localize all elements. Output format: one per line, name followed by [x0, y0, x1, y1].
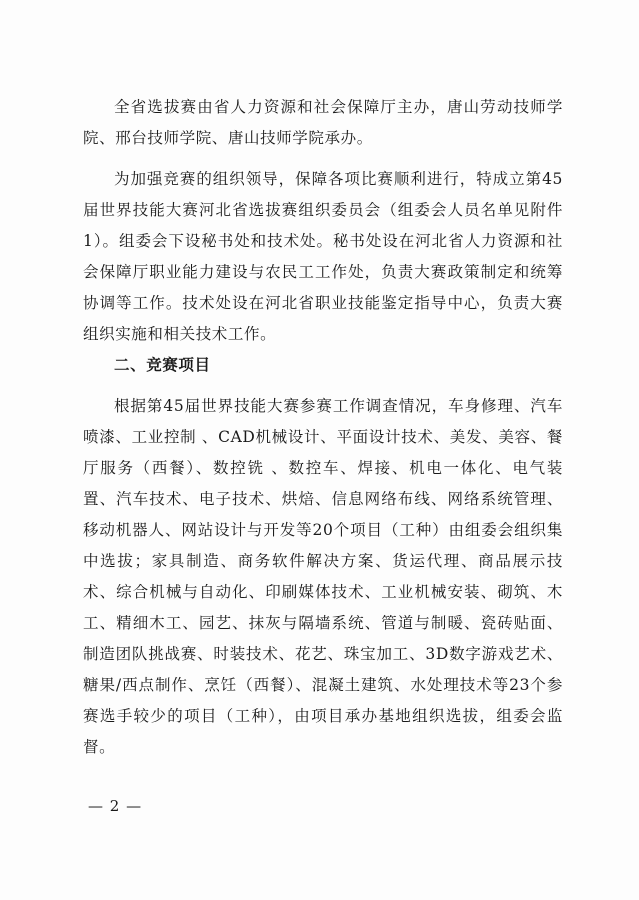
paragraph-organizers: 全省选拔赛由省人力资源和社会保障厅主办，唐山劳动技师学院、邢台技师学院、唐山技师学院承办。 [83, 98, 563, 147]
document-body [83, 92, 563, 763]
page-number: — 2 — [88, 797, 143, 815]
paragraph-competition-items: 根据第45届世界技能大赛参赛工作调查情况，车身修理、汽车喷漆、工业控制 、CAD机械设计、平面设计技术、美发、美容、餐厅服务（西餐）、数控铣 、数控车、焊接、机电一体化、电气装置、汽车技术、电子技术、烘焙、信息网络布线、网络系统管理、移动机器人、网站设计与开发等20个项目（工种）由组委会组织集中选拔；家具制造、商务软件解决方案、货运代理、商品展示技术、综合机械与自动化、印刷媒体技术、工业机械安装、砌筑、木工、精细木工、园艺、抹灰与隔墙系统、管道与制暖、瓷砖贴面、制造团队挑战赛、时装技术、花艺、珠宝加工、3D数字游戏艺术、糖果/西点制作、烹饪（西餐）、混凝土建筑、水处理技术等23个参赛选手较少的项目（工种），由项目承办基地组织选拔，组委会监督。 [83, 397, 563, 756]
section-heading-competition-items: 二、竞赛项目 [114, 356, 211, 374]
paragraph-committee: 为加强竞赛的组织领导，保障各项比赛顺利进行，特成立第45届世界技能大赛河北省选拔赛组织委员会（组委会人员名单见附件1）。组委会下设秘书处和技术处。秘书处设在河北省人力资源和社会保障厅职业能力建设与农民工工作处，负责大赛政策制定和统筹协调等工作。技术处设在河北省职业技能鉴定指导中心，负责大赛组织实施和相关技术工作。 [83, 170, 563, 343]
